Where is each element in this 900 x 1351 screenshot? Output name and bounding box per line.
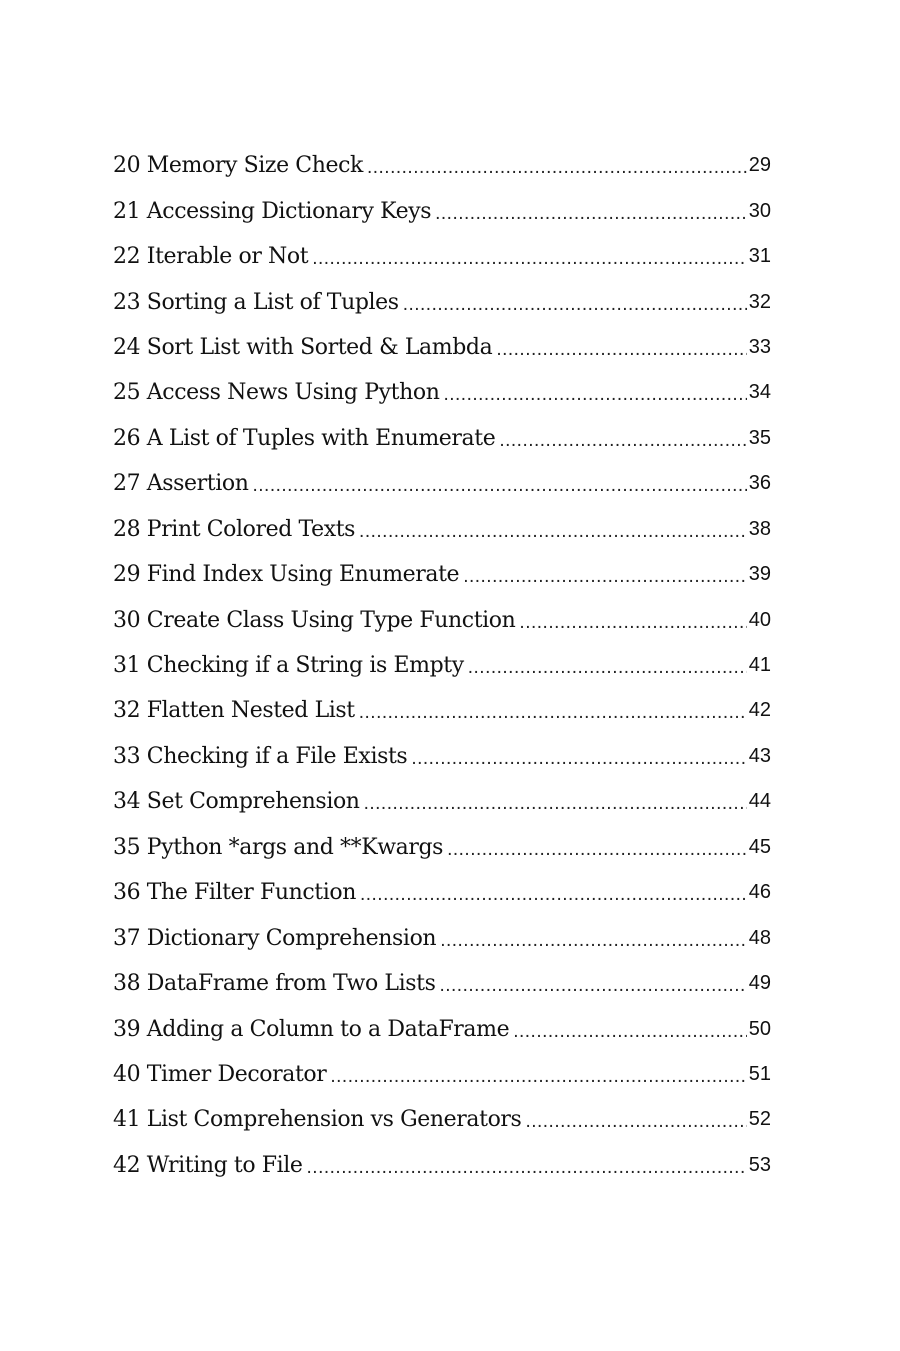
toc-entry-title: 38 DataFrame from Two Lists (113, 971, 436, 997)
toc-entry-page-number: 42 (748, 699, 771, 722)
toc-entry-page-number: 46 (748, 881, 771, 904)
dot-leader (499, 431, 746, 450)
dot-leader (312, 249, 747, 268)
dot-leader (252, 476, 746, 495)
toc-entry-page-number: 31 (748, 245, 771, 268)
toc-entry-title: 41 List Comprehension vs Generators (113, 1107, 522, 1133)
dot-leader (411, 749, 746, 768)
toc-entry-title: 31 Checking if a String is Empty (113, 653, 464, 679)
toc-entry[interactable] (113, 643, 771, 688)
toc-entry[interactable] (113, 870, 771, 915)
toc-entry-title: 26 A List of Tuples with Enumerate (113, 425, 496, 451)
toc-entry[interactable] (113, 143, 771, 188)
toc-entry[interactable] (113, 325, 771, 370)
toc-entry-page-number: 51 (748, 1062, 771, 1085)
toc-entry-page-number: 32 (748, 290, 771, 313)
toc-entry-page-number: 33 (748, 335, 771, 358)
dot-leader (435, 204, 747, 223)
toc-entry-title: 23 Sorting a List of Tuples (113, 289, 399, 315)
dot-leader (359, 522, 747, 541)
toc-entry-title: 21 Accessing Dictionary Keys (113, 198, 432, 224)
dot-leader (307, 1158, 747, 1177)
dot-leader (440, 931, 747, 950)
toc-entry-page-number: 43 (748, 744, 771, 767)
toc-entry-title: 36 The Filter Function (113, 880, 356, 906)
toc-entry[interactable] (113, 1006, 771, 1051)
toc-entry-page-number: 38 (748, 517, 771, 540)
toc-entry-title: 37 Dictionary Comprehension (113, 925, 437, 951)
dot-leader (463, 567, 747, 586)
toc-entry-title: 27 Assertion (113, 471, 249, 497)
toc-entry-title: 22 Iterable or Not (113, 244, 309, 270)
toc-entry[interactable] (113, 734, 771, 779)
toc-entry-page-number: 29 (748, 154, 771, 177)
dot-leader (447, 840, 747, 859)
toc-entry[interactable] (113, 370, 771, 415)
toc-entry-title: 34 Set Comprehension (113, 789, 360, 815)
toc-entry[interactable] (113, 915, 771, 960)
dot-leader (403, 295, 747, 314)
toc-entry-page-number: 34 (748, 381, 771, 404)
toc-entry-page-number: 44 (748, 790, 771, 813)
dot-leader (443, 385, 746, 404)
toc-entry[interactable] (113, 961, 771, 1006)
toc-entry-title: 24 Sort List with Sorted & Lambda (113, 334, 493, 360)
dot-leader (364, 794, 747, 813)
toc-entry-title: 35 Python *args and **Kwargs (113, 834, 444, 860)
toc-entry[interactable] (113, 234, 771, 279)
toc-entry-page-number: 41 (748, 654, 771, 677)
toc-entry[interactable] (113, 1052, 771, 1097)
toc-entry-title: 33 Checking if a File Exists (113, 743, 408, 769)
toc-entry-page-number: 30 (748, 199, 771, 222)
toc-entry-page-number: 52 (748, 1108, 771, 1131)
toc-entry[interactable] (113, 597, 771, 642)
dot-leader (359, 703, 747, 722)
dot-leader (513, 1022, 747, 1041)
toc-entry-title: 20 Memory Size Check (113, 153, 363, 179)
table-of-contents (113, 143, 771, 1188)
toc-entry-title: 28 Print Colored Texts (113, 516, 356, 542)
toc-entry-title: 32 Flatten Nested List (113, 698, 355, 724)
toc-entry-page-number: 36 (748, 472, 771, 495)
dot-leader (525, 1112, 746, 1131)
toc-entry[interactable] (113, 779, 771, 824)
dot-leader (330, 1067, 746, 1086)
toc-entry-title: 42 Writing to File (113, 1152, 303, 1178)
toc-entry[interactable] (113, 552, 771, 597)
toc-entry-page-number: 45 (748, 835, 771, 858)
toc-entry[interactable] (113, 688, 771, 733)
toc-entry[interactable] (113, 825, 771, 870)
toc-entry[interactable] (113, 279, 771, 324)
dot-leader (360, 885, 747, 904)
toc-entry-title: 40 Timer Decorator (113, 1061, 327, 1087)
toc-entry[interactable] (113, 507, 771, 552)
dot-leader (496, 340, 746, 359)
toc-entry-title: 30 Create Class Using Type Function (113, 607, 516, 633)
toc-entry[interactable] (113, 461, 771, 506)
toc-entry[interactable] (113, 416, 771, 461)
toc-entry-page-number: 53 (748, 1153, 771, 1176)
toc-entry-title: 25 Access News Using Python (113, 380, 440, 406)
toc-entry-page-number: 48 (748, 926, 771, 949)
dot-leader (519, 613, 746, 632)
dot-leader (439, 976, 746, 995)
toc-entry-page-number: 40 (748, 608, 771, 631)
toc-entry-page-number: 35 (748, 426, 771, 449)
toc-entry-title: 39 Adding a Column to a DataFrame (113, 1016, 510, 1042)
dot-leader (468, 658, 747, 677)
toc-entry-title: 29 Find Index Using Enumerate (113, 562, 460, 588)
toc-entry-page-number: 49 (748, 972, 771, 995)
toc-entry-page-number: 50 (748, 1017, 771, 1040)
dot-leader (367, 158, 747, 177)
toc-entry[interactable] (113, 188, 771, 233)
toc-entry-page-number: 39 (748, 563, 771, 586)
toc-entry[interactable] (113, 1143, 771, 1188)
toc-entry[interactable] (113, 1097, 771, 1142)
